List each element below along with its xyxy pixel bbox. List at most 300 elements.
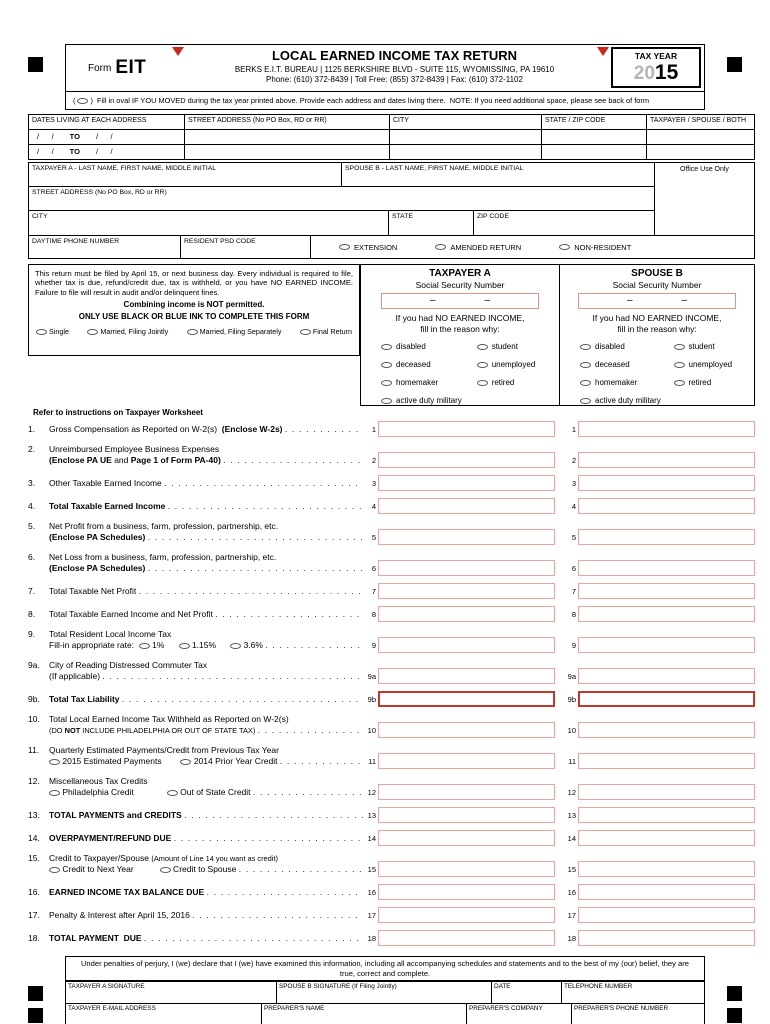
amount-field-b-line-18[interactable] xyxy=(578,930,755,946)
filing-option-married-filing-jointly[interactable] xyxy=(87,327,168,336)
ssn-seg-1[interactable] xyxy=(579,294,626,308)
fill-in-oval[interactable] xyxy=(381,362,392,368)
amount-field-a-line-17[interactable] xyxy=(378,907,555,923)
daytime-phone-field[interactable]: DAYTIME PHONE NUMBER xyxy=(29,236,181,258)
line-text xyxy=(28,833,363,846)
fill-in-oval[interactable] xyxy=(674,344,685,350)
line-text xyxy=(28,586,363,599)
line-text-segment: Penalty & Interest after April 15, 2016 xyxy=(49,910,190,920)
amount-field-b-line-14[interactable] xyxy=(578,830,755,846)
amount-field-b-line-9b[interactable] xyxy=(578,691,755,707)
line-number: 9. xyxy=(28,629,36,639)
reason-label: homemaker xyxy=(595,378,638,388)
mid-section xyxy=(28,264,755,406)
taxpayer-spouse-cell-2[interactable] xyxy=(646,145,754,159)
line-text xyxy=(28,887,363,900)
non-resident-label: NON-RESIDENT xyxy=(574,242,632,252)
amount-field-b-line-6[interactable] xyxy=(578,560,755,576)
city-field[interactable]: CITY xyxy=(29,211,389,235)
reason-label: active duty military xyxy=(396,396,462,406)
form-line-11 xyxy=(28,745,755,769)
reason-a-active-duty-military[interactable] xyxy=(381,396,477,405)
city-cell-2[interactable] xyxy=(389,145,541,159)
line-text-segment: Net Loss from a business, farm, profession, partnership, etc. xyxy=(49,552,277,562)
col-header-city: CITY xyxy=(389,115,541,129)
line-text-row xyxy=(28,810,363,821)
line-ref-a: 8 xyxy=(371,610,376,619)
reason-b-disabled[interactable] xyxy=(580,342,674,351)
line-text xyxy=(28,552,363,576)
amount-field-a-line-10[interactable] xyxy=(378,722,555,738)
amount-field-a-line-9a[interactable] xyxy=(378,668,555,684)
non-resident-oval[interactable] xyxy=(559,244,570,250)
no-income-note-b xyxy=(560,313,754,334)
amount-field-b-line-12[interactable] xyxy=(578,784,755,800)
signature-row-2 xyxy=(66,1003,704,1024)
line-text-row xyxy=(28,609,363,620)
line-number: 12. xyxy=(28,776,40,786)
amount-field-a-line-8[interactable] xyxy=(378,606,555,622)
amount-field-b-line-5[interactable] xyxy=(578,529,755,545)
reason-label: active duty military xyxy=(595,396,661,406)
line-text-row xyxy=(28,640,363,651)
line-number: 15. xyxy=(28,853,40,863)
amount-field-a-line-7[interactable] xyxy=(378,583,555,599)
form-code: EIT xyxy=(115,57,147,78)
state-zip-cell-1[interactable] xyxy=(541,130,646,144)
zip-field[interactable]: ZIP CODE xyxy=(477,213,509,220)
line-text-segment: INCLUDE PHILADELPHIA OR OUT OF STATE TAX) xyxy=(80,726,256,735)
line-text-segment: Total Tax Liability xyxy=(49,694,120,704)
fill-in-oval[interactable] xyxy=(580,362,591,368)
fill-in-oval[interactable] xyxy=(36,329,47,335)
paren-open: ( xyxy=(73,96,76,105)
line-text-segment: 2014 Prior Year Credit xyxy=(191,756,278,766)
line-text-segment: Philadelphia Credit xyxy=(60,787,167,797)
bureau-phone: Phone: (610) 372-8439 | Toll Free: (855) 372-8439 | Fax: (610) 372-1102 xyxy=(266,75,523,84)
amount-field-a-line-4[interactable] xyxy=(378,498,555,514)
fill-in-oval[interactable] xyxy=(49,790,60,796)
fill-in-oval[interactable] xyxy=(381,344,392,350)
amount-field-a-line-1[interactable] xyxy=(378,421,555,437)
filing-option-final-return[interactable] xyxy=(300,327,352,336)
reason-label: unemployed xyxy=(688,360,733,370)
form-line-9 xyxy=(28,629,755,653)
amount-field-b-line-2[interactable] xyxy=(578,452,755,468)
line-ref-b: 10 xyxy=(567,726,576,735)
line-text xyxy=(28,745,363,769)
amount-field-a-line-13[interactable] xyxy=(378,807,555,823)
line-ref-a: 13 xyxy=(367,811,376,820)
paren-close: ) xyxy=(90,96,93,105)
amount-field-a-line-5[interactable] xyxy=(378,529,555,545)
line-ref-a: 3 xyxy=(371,479,376,488)
filing-option-label: Final Return xyxy=(312,327,352,337)
line-number: 17. xyxy=(28,910,40,920)
tax-year-century: 20 xyxy=(633,63,655,84)
line-text-row xyxy=(28,756,363,767)
line-text-segment: Total Resident Local Income Tax xyxy=(49,629,172,639)
line-text-segment: (Enclose PA Schedules) xyxy=(49,563,146,573)
reason-label: disabled xyxy=(595,342,625,352)
line-text xyxy=(28,853,363,877)
moved-oval[interactable] xyxy=(77,98,88,104)
ssn-seg-3[interactable] xyxy=(491,294,538,308)
spouse-b-signature-field[interactable]: SPOUSE B SIGNATURE (If Filing Jointly) xyxy=(276,982,491,1003)
amount-field-b-line-13[interactable] xyxy=(578,807,755,823)
no-income-reasons-a xyxy=(361,334,559,405)
line-ref-a: 5 xyxy=(371,533,376,542)
line-text-segment: (Amount of Line 14 you want as credit) xyxy=(151,854,278,863)
line-ref-b: 14 xyxy=(567,834,576,843)
line-number: 14. xyxy=(28,833,40,843)
state-field[interactable]: STATE xyxy=(389,211,474,235)
form-label: Form xyxy=(88,62,112,74)
line-number: 6. xyxy=(28,552,36,562)
ssn-seg-3[interactable] xyxy=(688,294,735,308)
line-text-segment: NOT xyxy=(64,726,81,735)
dates-cell-2[interactable] xyxy=(29,145,184,159)
taxpayer-a-signature-field[interactable]: TAXPAYER A SIGNATURE xyxy=(68,983,145,990)
line-number: 10. xyxy=(28,714,40,724)
date-from: / / xyxy=(37,147,54,156)
reason-a-homemaker[interactable] xyxy=(381,378,477,387)
form-line-6 xyxy=(28,552,755,576)
ink-note: ONLY USE BLACK OR BLUE INK TO COMPLETE THIS FORM xyxy=(78,312,310,322)
line-ref-a: 1 xyxy=(371,425,376,434)
identification-block xyxy=(28,162,755,259)
ssn-input-b[interactable] xyxy=(578,293,736,309)
line-text-segment: Credit to Next Year xyxy=(60,864,160,874)
no-income-line1: If you had NO EARNED INCOME, xyxy=(395,313,525,323)
line-text-row xyxy=(28,864,363,875)
form-line-9b xyxy=(28,691,755,707)
reason-a-deceased[interactable] xyxy=(381,360,477,369)
filing-option-label: Single xyxy=(49,327,69,337)
address-table-header-row xyxy=(29,115,754,129)
non-resident-option[interactable] xyxy=(559,243,631,252)
id-block-left xyxy=(29,163,654,235)
to-label: TO xyxy=(69,147,80,156)
amount-field-b-line-9a[interactable] xyxy=(578,668,755,684)
reason-a-student[interactable] xyxy=(477,342,555,351)
form-line-13 xyxy=(28,807,755,823)
id-block-top xyxy=(29,163,754,235)
amount-field-a-line-11[interactable] xyxy=(378,753,555,769)
amount-field-a-line-14[interactable] xyxy=(378,830,555,846)
address-history-table xyxy=(28,114,755,160)
fill-in-oval[interactable] xyxy=(381,398,392,404)
reason-b-student[interactable] xyxy=(674,342,751,351)
preparer-name-field[interactable]: PREPARER'S NAME xyxy=(261,1004,466,1024)
form-line-15 xyxy=(28,853,755,877)
line-ref-b: 9 xyxy=(571,641,576,650)
line-ref-b: 9b xyxy=(567,695,576,704)
line-ref-b: 15 xyxy=(567,865,576,874)
line-text xyxy=(28,501,363,514)
worksheet-note: Refer to instructions on Taxpayer Worksheet xyxy=(33,408,203,417)
street-cell-2[interactable] xyxy=(184,145,389,159)
fill-in-oval[interactable] xyxy=(381,380,392,386)
form-line-3 xyxy=(28,475,755,491)
extension-label: EXTENSION xyxy=(354,242,398,252)
reason-b-deceased[interactable] xyxy=(580,360,674,369)
line-text xyxy=(28,609,363,622)
amount-field-b-line-16[interactable] xyxy=(578,884,755,900)
amount-field-a-line-18[interactable] xyxy=(378,930,555,946)
fill-in-oval[interactable] xyxy=(477,362,488,368)
form-line-12 xyxy=(28,776,755,800)
amended-oval[interactable] xyxy=(435,244,446,250)
amount-field-b-line-10[interactable] xyxy=(578,722,755,738)
line-text-row xyxy=(28,910,363,921)
telephone-field[interactable]: TELEPHONE NUMBER xyxy=(561,982,704,1003)
form-line-10 xyxy=(28,714,755,738)
reason-a-unemployed[interactable] xyxy=(477,360,555,369)
reason-label: retired xyxy=(688,378,712,388)
tax-year-value xyxy=(613,61,699,85)
amended-label: AMENDED RETURN xyxy=(450,242,522,252)
filing-instructions-text: This return must be filed by April 15, or next business day. Every individual is required to file, whether tax is due, refund/credit due, tax is withheld, or you have NO EARNED INCOME. Failure to file will result in audit and/or delinquent fines. xyxy=(35,269,353,297)
line-text-row xyxy=(28,532,363,543)
line-ref-a: 17 xyxy=(367,911,376,920)
line-text-segment: (Enclose W-2s) xyxy=(221,424,283,434)
line-text-segment: Total Taxable Net Profit xyxy=(49,586,137,596)
signature-table xyxy=(65,981,705,1024)
line-text-segment: Net Profit from a business, farm, profession, partnership, etc. xyxy=(49,521,279,531)
filing-status-options xyxy=(35,327,353,336)
reason-label: retired xyxy=(491,378,515,388)
preparer-phone-field[interactable]: PREPARER'S PHONE NUMBER xyxy=(571,1004,704,1024)
fill-in-oval[interactable] xyxy=(87,329,98,335)
col-header-taxpayer-spouse: TAXPAYER / SPOUSE / BOTH xyxy=(646,115,754,129)
fill-in-oval[interactable] xyxy=(49,867,60,873)
line-text-segment: Fill-in appropriate rate: xyxy=(49,640,139,650)
reason-a-retired[interactable] xyxy=(477,378,555,387)
no-income-note-a xyxy=(361,313,559,334)
fill-in-oval[interactable] xyxy=(477,380,488,386)
line-text-segment: 3.6% xyxy=(241,640,263,650)
spouse-b-ssn-label: Social Security Number xyxy=(612,280,702,290)
amount-field-b-line-3[interactable] xyxy=(578,475,755,491)
taxpayer-a-column xyxy=(360,264,559,406)
fill-in-oval[interactable] xyxy=(674,380,685,386)
line-number: 18. xyxy=(28,933,40,943)
fill-in-oval[interactable] xyxy=(580,398,591,404)
line-text xyxy=(28,521,363,545)
line-ref-a: 6 xyxy=(371,564,376,573)
line-text xyxy=(28,776,363,800)
line-number: 13. xyxy=(28,810,40,820)
street-address-field[interactable]: STREET ADDRESS (No PO Box, RD or RR) xyxy=(29,187,654,211)
line-ref-a: 7 xyxy=(371,587,376,596)
registration-mark-bottom-right-2 xyxy=(727,1008,742,1023)
amount-field-a-line-9b[interactable] xyxy=(378,691,555,707)
amount-field-a-line-6[interactable] xyxy=(378,560,555,576)
fill-in-oval[interactable] xyxy=(187,329,198,335)
line-text-segment: and xyxy=(111,455,131,465)
line-ref-b: 17 xyxy=(567,911,576,920)
reason-a-disabled[interactable] xyxy=(381,342,477,351)
line-ref-b: 16 xyxy=(567,888,576,897)
line-number: 5. xyxy=(28,521,36,531)
no-income-line2: fill in the reason why: xyxy=(617,323,697,334)
line-text-row xyxy=(28,424,363,435)
line-text-row xyxy=(28,694,363,705)
fill-in-oval[interactable] xyxy=(580,344,591,350)
reason-b-active-duty-military[interactable] xyxy=(580,396,674,405)
ssn-seg-2[interactable] xyxy=(634,294,681,308)
line-text-segment: Unreimbursed Employee Business Expenses xyxy=(49,444,220,454)
line-text-row xyxy=(28,501,363,512)
taxpayer-email-field[interactable]: TAXPAYER E-MAIL ADDRESS xyxy=(68,1005,156,1012)
line-number: 7. xyxy=(28,586,36,596)
ssn-dash: – xyxy=(484,295,491,306)
fill-in-oval[interactable] xyxy=(580,380,591,386)
amount-field-b-line-8[interactable] xyxy=(578,606,755,622)
header-center xyxy=(178,45,611,91)
form-header xyxy=(65,44,705,110)
line-text-segment: Credit to Taxpayer/Spouse xyxy=(49,853,152,863)
registration-mark-bottom-right-1 xyxy=(727,986,742,1001)
reason-b-unemployed[interactable] xyxy=(674,360,751,369)
perjury-statement: Under penalties of perjury, I (we) declare that I (we) have examined this information, including all accompanying schedules and statements and to the best of my (our) belief, they are true, correct and complete. xyxy=(65,956,705,981)
header-top xyxy=(66,45,704,92)
ssn-seg-1[interactable] xyxy=(382,294,429,308)
amount-field-b-line-15[interactable] xyxy=(578,861,755,877)
taxpayer-a-name-field[interactable]: TAXPAYER A - LAST NAME, FIRST NAME, MIDDLE INITIAL xyxy=(29,163,342,186)
line-text-segment: 2015 Estimated Payments xyxy=(60,756,181,766)
fill-in-oval[interactable] xyxy=(477,344,488,350)
city-cell-1[interactable] xyxy=(389,130,541,144)
fill-in-oval[interactable] xyxy=(49,759,60,765)
fill-in-oval[interactable] xyxy=(179,643,190,649)
registration-mark-top-left xyxy=(28,57,43,72)
line-ref-b: 7 xyxy=(571,587,576,596)
line-text-row xyxy=(28,887,363,898)
line-text-segment: EARNED INCOME TAX BALANCE DUE xyxy=(49,887,205,897)
line-ref-a: 11 xyxy=(368,757,376,766)
col-header-dates: DATES LIVING AT EACH ADDRESS xyxy=(32,117,147,124)
registration-mark-top-right xyxy=(727,57,742,72)
extension-option[interactable] xyxy=(339,243,397,252)
line-text-segment: (DO xyxy=(49,726,65,735)
amount-field-b-line-17[interactable] xyxy=(578,907,755,923)
line-ref-a: 18 xyxy=(367,934,376,943)
ssn-dash: – xyxy=(626,295,633,306)
amount-field-b-line-11[interactable] xyxy=(578,753,755,769)
date-field[interactable]: DATE xyxy=(491,982,561,1003)
line-text-segment: Total Local Earned Income Tax Withheld as Reported on W-2(s) xyxy=(49,714,289,724)
to-label: TO xyxy=(69,132,80,141)
line-text-row xyxy=(28,478,363,489)
reason-b-homemaker[interactable] xyxy=(580,378,674,387)
line-ref-b: 8 xyxy=(571,610,576,619)
amount-field-a-line-16[interactable] xyxy=(378,884,555,900)
fill-in-oval[interactable] xyxy=(160,867,171,873)
amended-return-option[interactable] xyxy=(435,243,521,252)
form-id xyxy=(66,45,178,91)
form-lines xyxy=(28,421,755,953)
col-header-street: STREET ADDRESS (No PO Box, RD or RR) xyxy=(184,115,389,129)
line-text-row xyxy=(28,776,363,787)
dates-cell-1[interactable] xyxy=(29,130,184,144)
phone-psd-row xyxy=(29,235,754,258)
line-text-row xyxy=(28,671,363,682)
line-text-row xyxy=(28,745,363,756)
fill-in-oval[interactable] xyxy=(139,643,150,649)
registration-mark-bottom-left-2 xyxy=(28,1008,43,1023)
address-table-row-2 xyxy=(29,144,754,159)
line-ref-a: 2 xyxy=(371,456,376,465)
line-text xyxy=(28,424,363,437)
fill-in-oval[interactable] xyxy=(300,329,311,335)
line-ref-a: 9b xyxy=(367,695,376,704)
reason-b-retired[interactable] xyxy=(674,378,751,387)
line-ref-b: 13 xyxy=(567,811,576,820)
amount-field-a-line-9[interactable] xyxy=(378,637,555,653)
return-type-flags xyxy=(311,236,754,258)
filing-option-single[interactable] xyxy=(36,327,69,336)
amount-field-a-line-12[interactable] xyxy=(378,784,555,800)
amount-field-a-line-3[interactable] xyxy=(378,475,555,491)
line-text-segment: 1% xyxy=(149,640,179,650)
street-cell-1[interactable] xyxy=(184,130,389,144)
fill-in-oval[interactable] xyxy=(180,759,191,765)
ssn-seg-2[interactable] xyxy=(437,294,484,308)
filing-option-married-filing-separately[interactable] xyxy=(187,327,282,336)
spouse-b-name-field[interactable]: SPOUSE B - LAST NAME, FIRST NAME, MIDDLE INITIAL xyxy=(345,165,524,172)
filing-option-label: Married, Filing Separately xyxy=(199,327,282,337)
line-ref-a: 15 xyxy=(367,865,376,874)
amount-field-b-line-7[interactable] xyxy=(578,583,755,599)
ssn-dash: – xyxy=(429,295,436,306)
resident-psd-field[interactable]: RESIDENT PSD CODE xyxy=(181,236,311,258)
fill-in-oval[interactable] xyxy=(230,643,241,649)
amount-field-a-line-15[interactable] xyxy=(378,861,555,877)
amount-field-b-line-9[interactable] xyxy=(578,637,755,653)
state-zip-cell-2[interactable] xyxy=(541,145,646,159)
line-text-row xyxy=(28,552,363,563)
amount-field-a-line-2[interactable] xyxy=(378,452,555,468)
line-ref-b: 3 xyxy=(571,479,576,488)
line-ref-b: 2 xyxy=(571,456,576,465)
name-row xyxy=(29,163,654,187)
line-number: 16. xyxy=(28,887,40,897)
line-text-row xyxy=(28,660,363,671)
line-text-row xyxy=(28,933,363,944)
line-number: 2. xyxy=(28,444,36,454)
fill-in-oval[interactable] xyxy=(167,790,178,796)
preparer-company-field[interactable]: PREPARER'S COMPANY xyxy=(466,1004,571,1024)
no-income-line2: fill in the reason why: xyxy=(420,323,500,334)
line-text-row xyxy=(28,586,363,597)
ssn-input-a[interactable] xyxy=(381,293,539,309)
extension-oval[interactable] xyxy=(339,244,350,250)
line-text-segment: Quarterly Estimated Payments/Credit from Previous Tax Year xyxy=(49,745,279,755)
amount-field-b-line-4[interactable] xyxy=(578,498,755,514)
line-number: 9b. xyxy=(28,694,40,704)
line-text-segment: TOTAL PAYMENTS and CREDITS xyxy=(49,810,182,820)
line-text-segment: Page 1 of Form PA-40) xyxy=(130,455,221,465)
fill-in-oval[interactable] xyxy=(674,362,685,368)
office-use-only-box: Office Use Only xyxy=(654,163,754,235)
form-title: LOCAL EARNED INCOME TAX RETURN xyxy=(271,48,518,63)
amount-field-b-line-1[interactable] xyxy=(578,421,755,437)
taxpayer-spouse-cell-1[interactable] xyxy=(646,130,754,144)
line-text-row xyxy=(28,787,363,798)
reason-label: student xyxy=(491,342,518,352)
